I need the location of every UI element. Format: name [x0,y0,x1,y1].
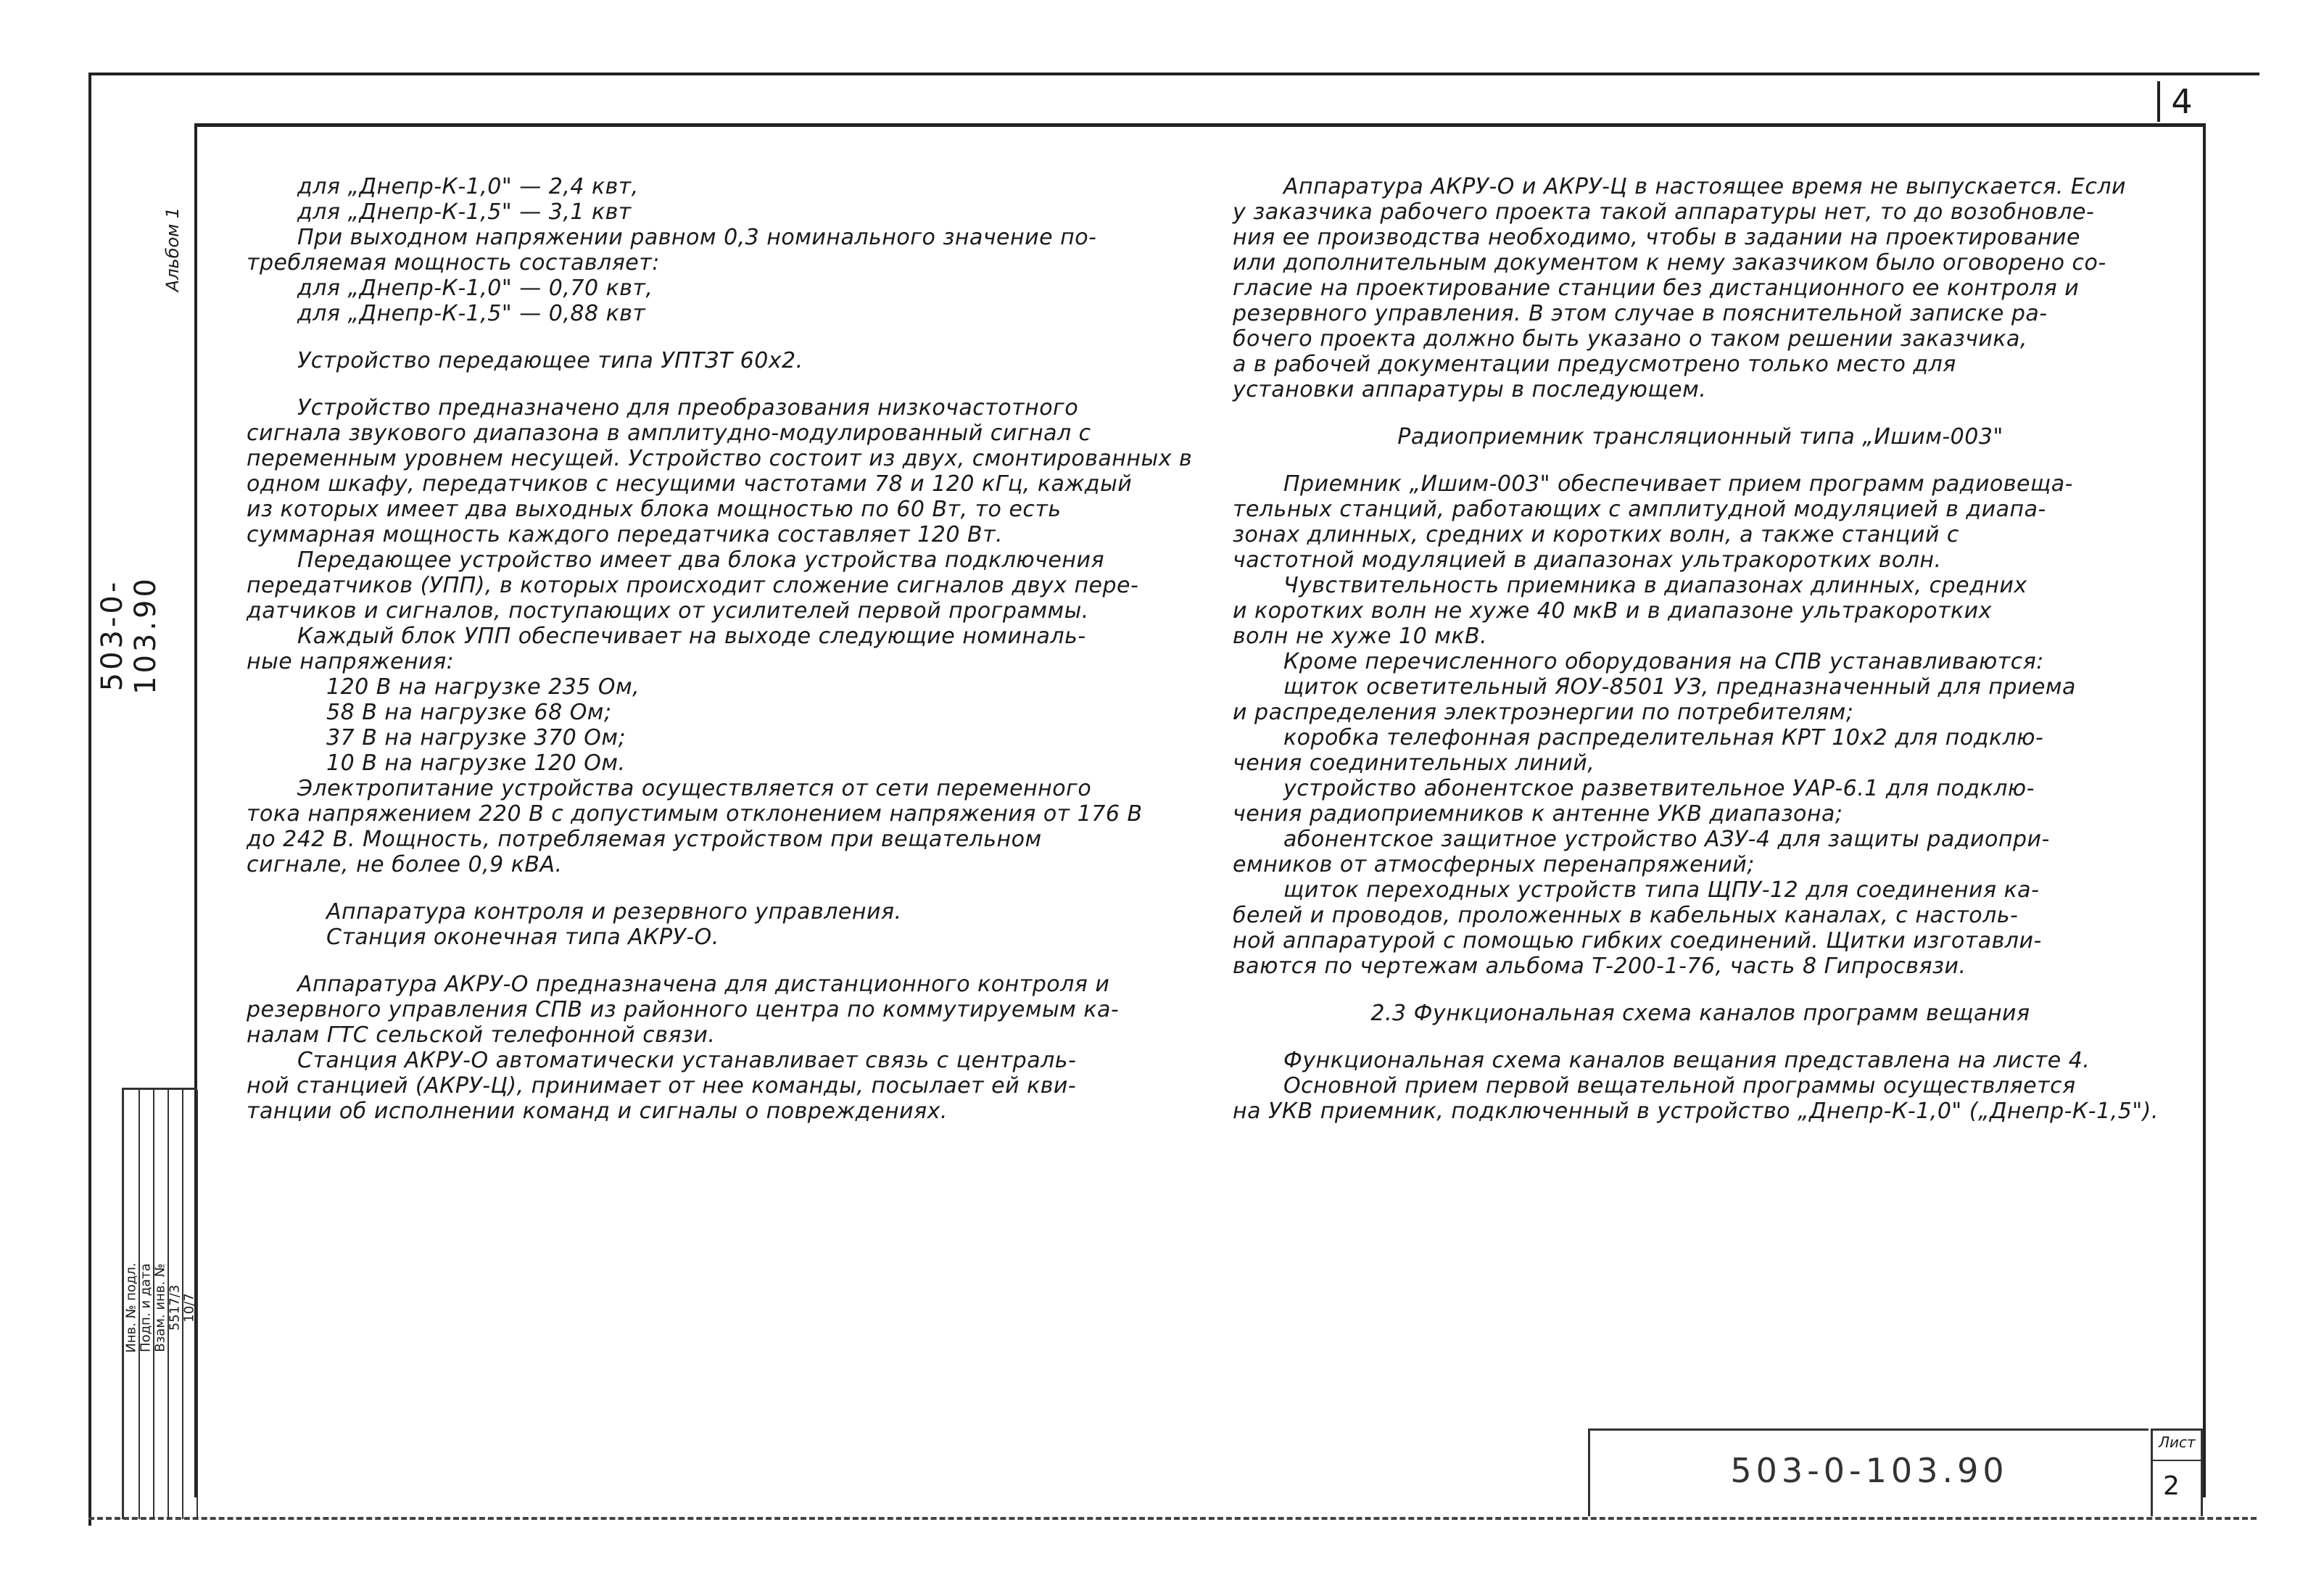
text-line: Радиоприемник трансляционный типа „Ишим-003" [1397,424,2003,450]
text-line: для „Днепр-К-1,5" — 0,88 квт [297,301,646,326]
approval-stamp-block [122,1088,197,1519]
paragraph-gap [247,326,1175,348]
text-line: белей и проводов, проложенных в кабельных каналах, с настоль- [1233,903,2019,928]
text-line: Аппаратура АКРУ-О предназначена для дистанционного контроля и [297,972,1110,997]
text-line: Станция оконечная типа АКРУ-О. [326,925,719,950]
text-line: волн не хуже 10 мкВ. [1233,624,1488,649]
text-line: до 242 В. Мощность, потребляемая устройством при вещательном [247,827,1042,852]
text-line: частотной модуляцией в диапазонах ультракоротких волн. [1233,547,1942,573]
text-line: Функциональная схема каналов вещания представлена на листе 4. [1283,1048,2090,1073]
bottom-frame-line [88,1517,2257,1520]
text-line: резервного управления СПВ из районного центра по коммутируемым ка- [247,997,1120,1022]
paragraph-gap [1233,402,2168,424]
text-line: тока напряжением 220 В с допустимым отклонением напряжения от 176 В [247,801,1143,827]
text-line: или дополнительным документом к нему заказчиком было оговорено со- [1233,250,2106,276]
text-line: на УКВ приемник, подключенный в устройство „Днепр-К-1,0" („Днепр-К-1,5"). [1233,1099,2159,1124]
text-line: Устройство предназначено для преобразования низкочастотного [297,395,1079,421]
sheet-label: Лист [2159,1434,2196,1451]
text-line: устройство абонентское разветвительное УАР-6.1 для подклю- [1283,776,2035,801]
text-line: требляемая мощность составляет: [247,250,660,276]
text-line: передатчиков (УПП), в которых происходит сложение сигналов двух пере- [247,573,1139,598]
paragraph-gap [1233,450,2168,471]
text-line: тельных станций, работающих с амплитудной модуляцией в диапа- [1233,497,2046,522]
sheet-number-box [2151,1428,2203,1516]
text-line: 120 В на нагрузке 235 Ом, [326,674,640,700]
text-line: чения соединительных линий, [1233,751,1595,776]
text-line: установки аппаратуры в последующем. [1233,377,1707,402]
text-line: Чувствительность приемника в диапазонах длинных, средних [1283,573,2027,598]
text-line: одном шкафу, передатчиков с несущими частотами 78 и 120 кГц, каждый [247,471,1133,497]
text-line: щиток осветительный ЯОУ-8501 УЗ, предназначенный для приема [1283,674,2076,700]
text-line: При выходном напряжении равном 0,3 номинального значение по- [297,225,1097,250]
text-line: Кроме перечисленного оборудования на СПВ устанавливаются: [1283,649,2044,674]
text-line: Приемник „Ишим-003" обеспечивает прием программ радиовеща- [1283,471,2073,497]
stamp-text: Инв. № подл. [123,1262,139,1353]
album-text: Альбом 1 [162,207,183,292]
text-line: для „Днепр-К-1,0" — 2,4 квт, [297,174,639,199]
text-line: ные напряжения: [247,649,455,674]
text-line: 37 В на нагрузке 370 Ом; [326,725,626,751]
text-line: ной станцией (АКРУ-Ц), принимает от нее команды, посылает ей кви- [247,1073,1077,1099]
text-line: суммарная мощность каждого передатчика составляет 120 Вт. [247,522,1004,547]
text-line: зонах длинных, средних и коротких волн, а также станций с [1233,522,1959,547]
left-text-column [247,174,1193,1124]
text-line: ной аппаратурой с помощью гибких соединений. Щитки изготавли- [1233,928,2042,954]
text-line: налам ГТС сельской телефонной связи. [247,1022,716,1048]
sheet-number: 2 [2163,1471,2180,1501]
text-line: Каждый блок УПП обеспечивает на выходе следующие номиналь- [297,624,1086,649]
text-line: и коротких волн не хуже 40 мкВ и в диапазоне ультракоротких [1233,598,1992,624]
paragraph-gap [247,877,1175,899]
text-line: емников от атмосферных перенапряжений; [1233,852,1755,877]
text-line: коробка телефонная распределительная КРТ 10х2 для подклю- [1283,725,2044,751]
text-line: сигнала звукового диапазона в амплитудно-модулированный сигнал с [247,421,1091,446]
paragraph-gap [1233,979,2168,1001]
text-line: Аппаратура АКРУ-О и АКРУ-Ц в настоящее время не выпускается. Если [1283,174,2126,199]
text-line: датчиков и сигналов, поступающих от усилителей первой программы. [247,598,1089,624]
right-text-column [1233,174,2168,1124]
text-line: и распределения электроэнергии по потребителям; [1233,700,1854,725]
text-line: ваются по чертежам альбома Т-200-1-76, часть 8 Гипросвязи. [1233,954,1966,979]
page-number: 4 [2157,81,2204,122]
text-line: Передающее устройство имеет два блока устройства подключения [297,547,1105,573]
sheet-box-divider [2153,1460,2201,1461]
side-doc-code [96,508,162,725]
paragraph-gap [247,950,1175,972]
text-line: у заказчика рабочего проекта такой аппаратуры нет, то до возобновле- [1233,199,2095,225]
text-line: бочего проекта должно быть указано о таком решении заказчика, [1233,326,2027,352]
text-line: Электропитание устройства осуществляется от сети переменного [297,776,1092,801]
text-line: щиток переходных устройств типа ЩПУ-12 для соединения ка- [1283,877,2040,903]
text-line: ния ее производства необходимо, чтобы в задании на проектирование [1233,225,2081,250]
stamp-text: Подп. и дата [138,1263,154,1352]
text-line: для „Днепр-К-1,5" — 3,1 квт [297,199,632,225]
stamp-col [182,1090,198,1519]
text-line: 10 В на нагрузке 120 Ом. [326,751,626,776]
paragraph-gap [1233,1026,2168,1048]
text-line: танции об исполнении команд и сигналы о повреждениях. [247,1099,948,1124]
text-line: чения радиоприемников к антенне УКВ диапазона; [1233,801,1843,827]
paragraph-gap [247,373,1175,395]
text-line: Основной прием первой вещательной программы осуществляется [1283,1073,2076,1099]
text-line: Станция АКРУ-О автоматически устанавливает связь с централь- [297,1048,1077,1073]
text-line: а в рабочей документации предусмотрено только место для [1233,352,1956,377]
text-line: гласие на проектирование станции без дистанционного ее контроля и [1233,276,2080,301]
text-line: из которых имеет два выходных блока мощностью по 60 Вт, то есть [247,497,1062,522]
stamp-text: Взам. инв. № [152,1263,168,1352]
title-block [1588,1428,2148,1516]
title-block-code: 503-0-103.90 [1730,1451,2009,1490]
text-line: абонентское защитное устройство АЗУ-4 для защиты радиопри- [1283,827,2050,852]
stamp-text: 5517/3 [167,1284,183,1331]
text-line: сигнале, не более 0,9 кВА. [247,852,563,877]
text-line: переменным уровнем несущей. Устройство состоит из двух, смонтированных в [247,446,1193,471]
side-doc-code-text: 503-0-103.90 [96,576,162,695]
text-line: для „Днепр-К-1,0" — 0,70 квт, [297,276,653,301]
text-line: 2.3 Функциональная схема каналов программ вещания [1370,1001,2030,1026]
text-line: 58 В на нагрузке 68 Ом; [326,700,612,725]
stamp-text: 10/7 [181,1293,197,1323]
text-line: Устройство передающее типа УПТЗТ 60х2. [297,348,803,373]
text-line: резервного управления. В этом случае в пояснительной записке ра- [1233,301,2048,326]
side-album-label [158,196,187,312]
text-line: Аппаратура контроля и резервного управления. [326,899,902,925]
